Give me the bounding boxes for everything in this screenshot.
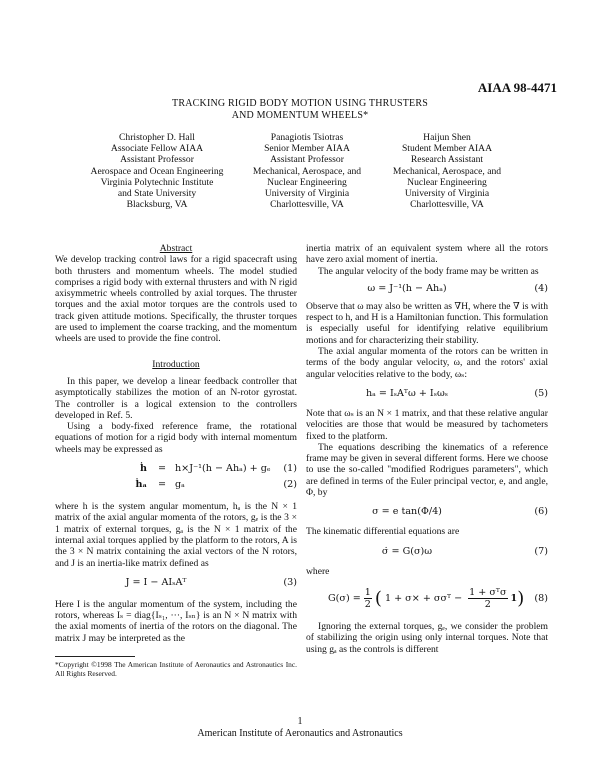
right-paragraph-2: The angular velocity of the body frame may be written as — [318, 265, 539, 277]
intro-paragraph-1: In this paper, we develop a linear feedback controller that asymptotically stabilizes the motion of an N-rotor gyrostat. The controller is a logical extension to the controllers developed in Ref. 5. — [55, 375, 297, 421]
eq8-left-paren: ( — [374, 587, 382, 609]
right-paragraph-5: Note that ωₛ is an N × 1 matrix, and that these relative angular velocities are those that would be measured by tachometers fixed to the platform. — [306, 407, 548, 442]
left-column — [55, 243, 297, 678]
eq8-half-num: 1 — [364, 586, 371, 598]
eq5-number: (5) — [534, 387, 548, 399]
eq8-fraction-num: 1 + σᵀσ — [469, 586, 507, 598]
footer-organization: American Institute of Aeronautics and Astronautics — [197, 728, 403, 739]
author-line: Assistant Professor — [120, 154, 194, 166]
eq8-half-den: 2 — [364, 599, 371, 611]
eq3-number: (3) — [283, 576, 297, 588]
eq6-body: σ = e tan(Φ/4) — [372, 506, 442, 518]
author-block-1 — [72, 132, 242, 210]
author-name: Haijun Shen — [423, 132, 471, 143]
title-line-1: TRACKING RIGID BODY MOTION USING THRUSTERS — [172, 98, 428, 109]
eq7-body: σ̇ = G(σ)ω — [381, 545, 433, 557]
right-paragraph-9: Ignoring the external torques, gₑ, we consider the problem of stabilizing the origin using only internal torques. Note that using gₐ as the controls is different — [306, 620, 548, 655]
right-column — [306, 243, 548, 655]
author-block-3 — [372, 132, 522, 210]
eq7-number: (7) — [534, 545, 548, 557]
author-line: Associate Fellow AIAA — [110, 143, 204, 155]
eq4-number: (4) — [534, 282, 548, 294]
author-line: University of Virginia — [404, 188, 490, 200]
eq8-fraction-den: 2 — [484, 599, 491, 611]
eq1-lhs: ḣ — [140, 463, 147, 475]
eq8-tail: 1 — [510, 593, 518, 605]
right-paragraph-8: where — [306, 565, 330, 577]
author-line: Student Member AIAA — [401, 143, 493, 155]
eq2-lhs: ḣₐ — [135, 479, 147, 491]
right-paragraph-1: inertia matrix of an equivalent system where all the rotors have zero axial moment of inertia. — [306, 243, 548, 266]
paper-id: AIAA 98-4471 — [477, 80, 557, 95]
equation-4 — [306, 281, 548, 297]
eq1-op: = — [158, 463, 167, 475]
equation-6 — [306, 504, 548, 520]
author-line: Aerospace and Ocean Engineering — [90, 165, 224, 177]
eq8-number: (8) — [534, 592, 548, 604]
equation-5 — [306, 386, 548, 402]
right-paragraph-4: The axial angular momenta of the rotors can be written in terms of the body angular velocity, ω, and the rotors' axial angular velocities relative to the body, ωₛ: — [306, 346, 548, 380]
author-name: Christopher D. Hall — [119, 132, 195, 143]
author-line: Mechanical, Aerospace, and — [252, 165, 362, 177]
abstract-text: We develop tracking control laws for a rigid spacecraft using both thrusters and momentum wheels. The model studied comprises a rigid body with external thrusters and with N rigid axisymmetric wheels controlled by axial torques. The thruster torques and the axial motor torques are the controls used to track given attitude motions. Specifically, the thruster torques are used to implement the coarse tracking, and the momentum wheels are used to provide the fine control. — [55, 254, 297, 345]
intro-paragraph-2: Using a body-fixed reference frame, the rotational equations of motion for a rigid body with internal momentum wheels may be expressed as — [55, 421, 297, 455]
equation-2 — [55, 477, 297, 493]
title-line-2: AND MOMENTUM WHEELS* — [231, 110, 369, 121]
eq6-number: (6) — [534, 506, 548, 518]
introduction-heading: Introduction — [152, 358, 200, 370]
author-block-2 — [232, 132, 382, 210]
author-line: Charlottesville, VA — [270, 199, 344, 211]
right-paragraph-3: Observe that ω may also be written as ∇H, where the ∇ is with respect to h, and H is a Hamiltonian function. This formulation is especially useful for identifying relative equilibrium motions and for characterizing their stability. — [306, 300, 548, 346]
author-line: Blacksburg, VA — [126, 199, 188, 211]
footnote-rule — [55, 656, 135, 657]
equation-1 — [55, 461, 297, 477]
where-paragraph: where h is the system angular momentum, hₐ is the N × 1 matrix of the axial angular momenta of the rotors, gₑ is the 3 × 1 matrix of external torques, gₐ is the N × 1 matrix of the internal axial torques applied by the platform to the rotors, A is the 3 × N matrix containing the axial vectors of the N rotors, and J is an inertia-like matrix defined as — [55, 501, 297, 569]
eq1-number: (1) — [283, 463, 297, 475]
paper-title — [0, 98, 600, 122]
author-name: Panagiotis Tsiotras — [270, 132, 344, 143]
eq8-half-fraction — [364, 587, 372, 611]
eq5-body: hₐ = IₛAᵀω + Iₛωₛ — [365, 387, 449, 399]
copyright-footnote: *Copyright ©1998 The American Institute of Aeronautics and Astronautics Inc. All Rights Reserved. — [55, 660, 297, 679]
eq2-number: (2) — [283, 479, 297, 491]
author-line: Senior Member AIAA — [264, 143, 350, 155]
eq4-body: ω = J⁻¹(h − Ahₐ) — [367, 282, 447, 294]
eq8-body: 1 + σ× + σσᵀ − — [384, 593, 463, 605]
author-line: Assistant Professor — [270, 154, 344, 166]
right-paragraph-6: The equations describing the kinematics of a reference frame may be given in several different forms. Here we choose to use the so-called "modified Rodrigues parameters", which are defined in terms of the Euler principal vector, e, and angle, Φ, by — [306, 441, 548, 499]
page-number: 1 — [297, 716, 303, 727]
author-line: Charlottesville, VA — [410, 199, 484, 211]
eq8-fraction — [468, 587, 507, 611]
author-line: Mechanical, Aerospace, and — [392, 165, 502, 177]
author-line: University of Virginia — [264, 188, 350, 200]
eq1-rhs: h×J⁻¹(h − Ahₐ) + gₑ — [175, 463, 271, 475]
right-paragraph-7: The kinematic differential equations are — [306, 526, 460, 538]
equation-3 — [55, 575, 297, 591]
eq2-rhs: gₐ — [175, 479, 185, 491]
author-line: Nuclear Engineering — [407, 176, 487, 188]
eq8-right-paren: ) — [517, 587, 525, 609]
equation-8 — [306, 583, 548, 613]
eq8-lhs: G(σ) = — [328, 593, 361, 605]
equation-7 — [306, 544, 548, 560]
eq3-body: J = I − AIₛAᵀ — [125, 576, 187, 588]
author-line: Nuclear Engineering — [267, 176, 347, 188]
author-line: and State University — [117, 188, 197, 200]
author-line: Research Assistant — [410, 154, 484, 166]
author-line: Virginia Polytechnic Institute — [100, 176, 214, 188]
eq2-op: = — [158, 479, 167, 491]
abstract-heading: Abstract — [159, 243, 193, 254]
here-paragraph: Here I is the angular momentum of the system, including the rotors, whereas Iₛ = diag{Iₛ₁, ···, Iₛₙ} is an N × N matrix with the axial moments of inertia of the rotors on the diagonal. The matrix J may be interpreted as the — [55, 598, 297, 644]
